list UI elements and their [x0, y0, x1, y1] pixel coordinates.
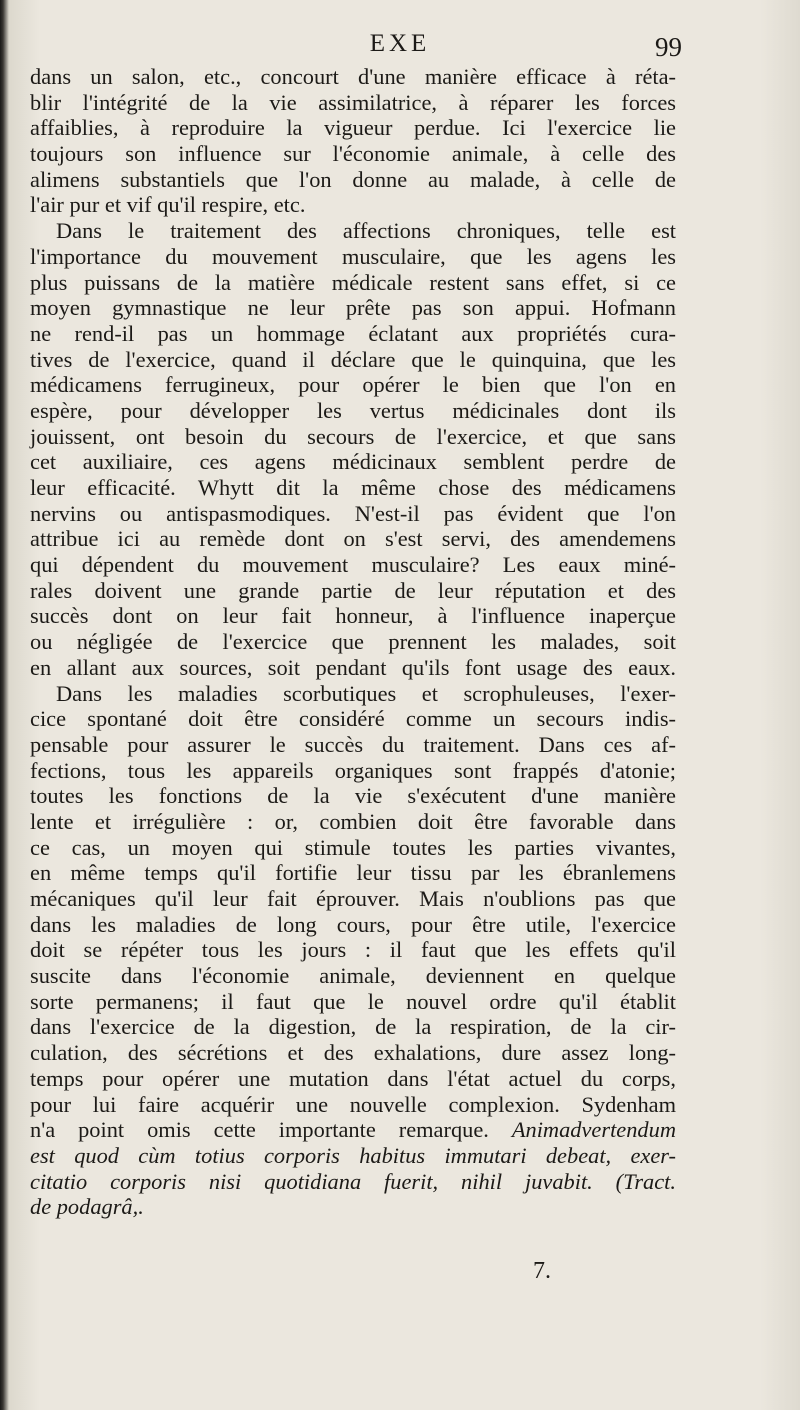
text-line: toujours son influence sur l'économie animale, à celle des [30, 141, 676, 167]
text-line: rales doivent une grande partie de leur réputation et des [30, 577, 676, 603]
text-line: doit se répéter tous les jours : il faut que les effets qu'il [30, 937, 676, 963]
text-line: succès dont on leur fait honneur, à l'influence inaperçue [30, 603, 676, 629]
text-line: Dans les maladies scorbutiques et scrophuleuses, l'exer- [56, 680, 676, 706]
text-line: Dans le traitement des affections chroniques, telle est [56, 218, 676, 244]
text-line: cet auxiliaire, ces agens médicinaux semblent perdre de [30, 449, 676, 475]
text-line: l'importance du mouvement musculaire, que les agens les [30, 243, 676, 269]
text-line: affaiblies, à reproduire la vigueur perdue. Ici l'exercice lie [30, 115, 676, 141]
text-line: alimens substantiels que l'on donne au malade, à celle de [30, 166, 676, 192]
text-line: espère, pour développer les vertus médicinales dont ils [30, 397, 676, 423]
page-number: 99 [655, 32, 682, 62]
text-line: pensable pour assurer le succès du traitement. Dans ces af- [30, 731, 676, 757]
text-line: en allant aux sources, soit pendant qu'ils font usage des eaux. [30, 654, 676, 680]
text-line: toutes les fonctions de la vie s'exécutent d'une manière [30, 783, 676, 809]
text-line: tives de l'exercice, quand il déclare que le quinquina, que les [30, 346, 676, 372]
text-line: médicamens ferrugineux, pour opérer le bien que l'on en [30, 372, 676, 398]
text-line: suscite dans l'économie animale, deviennent en quelque [30, 963, 676, 989]
text-line: culation, des sécrétions et des exhalations, dure assez long- [30, 1040, 676, 1066]
text-line: fections, tous les appareils organiques sont frappés d'atonie; [30, 757, 676, 783]
text-line: citatio corporis nisi quotidiana fuerit, nihil juvabit. (Tract. [30, 1168, 676, 1194]
text-line: sorte permanens; il faut que le nouvel ordre qu'il établit [30, 988, 676, 1014]
text-line: nervins ou antispasmodiques. N'est-il pas évident que l'on [30, 500, 676, 526]
text-line: ce cas, un moyen qui stimule toutes les parties vivantes, [30, 834, 676, 860]
text-line: dans les maladies de long cours, pour être utile, l'exercice [30, 911, 676, 937]
text-line: blir l'intégrité de la vie assimilatrice, à réparer les forces [30, 89, 676, 115]
running-head: EXE [369, 30, 431, 57]
text-line: qui dépendent du mouvement musculaire? Les eaux miné- [30, 552, 676, 578]
text-line: dans un salon, etc., concourt d'une manière efficace à réta- [30, 64, 676, 89]
text-line: plus puissans de la matière médicale restent sans effet, si ce [30, 269, 676, 295]
body-text [30, 64, 676, 1220]
text-line: attribue ici au remède dont on s'est servi, des amendemens [30, 526, 676, 552]
text-line: ne rend-il pas un hommage éclatant aux propriétés cura- [30, 320, 676, 346]
text-line: l'air pur et vif qu'il respire, etc. [30, 192, 306, 218]
page-header [0, 30, 800, 64]
text-line: pour lui faire acquérir une nouvelle complexion. Sydenham [30, 1091, 676, 1117]
text-line: temps pour opérer une mutation dans l'état actuel du corps, [30, 1065, 676, 1091]
text-line: mécaniques qu'il leur fait éprouver. Mais n'oublions pas que [30, 886, 676, 911]
signature-mark: 7. [533, 1258, 551, 1284]
text-line: est quod cùm totius corporis habitus immutari debeat, exer- [30, 1142, 676, 1168]
text-line: jouissent, ont besoin du secours de l'exercice, et que sans [30, 423, 676, 449]
text-line: en même temps qu'il fortifie leur tissu par les ébranlemens [30, 860, 676, 886]
text-line: lente et irrégulière : or, combien doit être favorable dans [30, 808, 676, 834]
text-line: dans l'exercice de la digestion, de la respiration, de la cir- [30, 1014, 676, 1040]
text-line: cice spontané doit être considéré comme un secours indis- [30, 706, 676, 732]
text-line: n'a point omis cette importante remarque. Animadvertendum [30, 1117, 676, 1143]
text-line: moyen gymnastique ne leur prête pas son appui. Hofmann [30, 295, 676, 321]
text-line: leur efficacité. Whytt dit la même chose des médicamens [30, 475, 676, 500]
text-line: de podagrâ,. [30, 1194, 144, 1220]
text-line: ou négligée de l'exercice que prennent les malades, soit [30, 629, 676, 655]
